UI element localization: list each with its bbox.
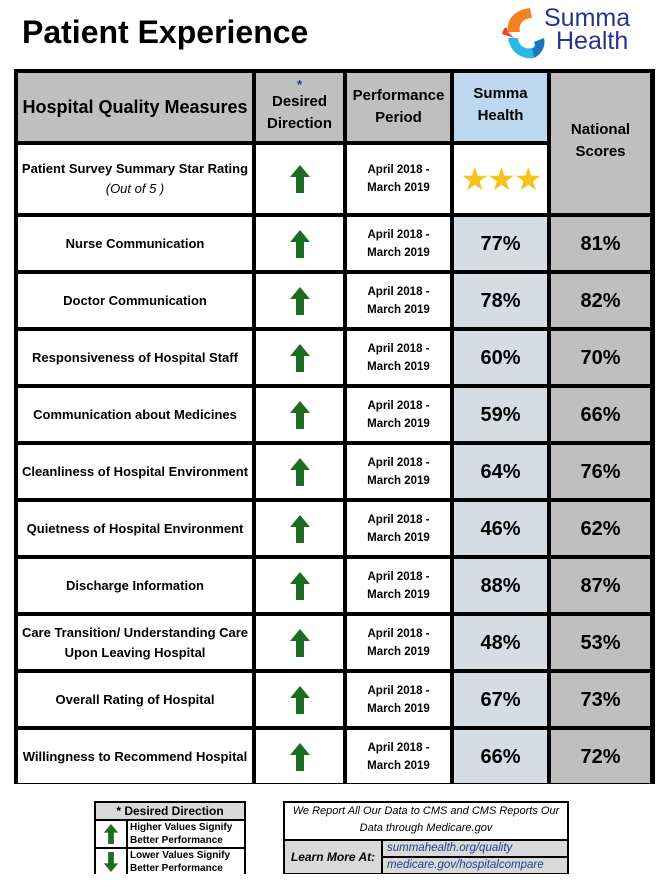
header-measures: Hospital Quality Measures: [18, 73, 252, 141]
period-end: March 2019: [367, 759, 430, 772]
star-rating: ★★★: [454, 145, 547, 213]
period: [347, 145, 450, 213]
header-national: National Scores: [551, 73, 650, 213]
summa-score: 77%: [454, 217, 547, 270]
measure-name: Willingness to Recommend Hospital: [18, 730, 252, 783]
period: [347, 673, 450, 726]
period-start: April 2018 -: [367, 228, 430, 241]
summa-score: 48%: [454, 616, 547, 669]
period-end: March 2019: [367, 246, 430, 259]
up-arrow-icon: [256, 559, 343, 612]
up-arrow-icon: [256, 217, 343, 270]
legend: [94, 801, 246, 874]
up-arrow-icon: [256, 145, 343, 213]
page-title: Patient Experience: [22, 14, 309, 50]
up-arrow-icon: [96, 821, 126, 847]
quality-table: [14, 69, 655, 784]
period: [347, 388, 450, 441]
logo-mark-icon: [500, 4, 548, 64]
measure-name: Cleanliness of Hospital Environment: [18, 445, 252, 498]
measure-name: Quietness of Hospital Environment: [18, 502, 252, 555]
logo-text-health: Health: [556, 27, 629, 55]
link-hospital-compare[interactable]: medicare.gov/hospitalcompare: [383, 858, 567, 873]
period: [347, 502, 450, 555]
measure-star-rating: [18, 145, 252, 213]
period-end: March 2019: [367, 531, 430, 544]
summa-score: 59%: [454, 388, 547, 441]
national-score: 82%: [551, 274, 650, 327]
measure-name: Overall Rating of Hospital: [18, 673, 252, 726]
period-start: April 2018 -: [367, 627, 430, 640]
period: [347, 217, 450, 270]
header-direction: [256, 73, 343, 141]
measure-name: Doctor Communication: [18, 274, 252, 327]
period-end: March 2019: [367, 702, 430, 715]
measure-name: Discharge Information: [18, 559, 252, 612]
header-summa: Summa Health: [454, 73, 547, 141]
period-end: March 2019: [367, 417, 430, 430]
period-end: March 2019: [367, 360, 430, 373]
period-start: April 2018 -: [367, 164, 430, 176]
period-start: April 2018 -: [367, 684, 430, 697]
summa-score: 67%: [454, 673, 547, 726]
measure-qualifier: (Out of 5 ): [105, 181, 165, 196]
national-score: 87%: [551, 559, 650, 612]
asterisk: *: [296, 77, 303, 92]
header-direction-label: Desired Direction: [266, 93, 332, 132]
summa-health-logo: [500, 4, 650, 64]
national-score: 53%: [551, 616, 650, 669]
summa-score: 66%: [454, 730, 547, 783]
period-end: March 2019: [367, 303, 430, 316]
summa-score: 88%: [454, 559, 547, 612]
summa-score: 46%: [454, 502, 547, 555]
header-period: Performance Period: [347, 73, 450, 141]
up-arrow-icon: [256, 730, 343, 783]
national-score: 76%: [551, 445, 650, 498]
legend-title: * Desired Direction: [96, 803, 244, 819]
info-box: [283, 801, 569, 874]
up-arrow-icon: [256, 445, 343, 498]
measure-name: Responsiveness of Hospital Staff: [18, 331, 252, 384]
national-score: 66%: [551, 388, 650, 441]
period: [347, 559, 450, 612]
period-start: April 2018 -: [367, 285, 430, 298]
period-start: April 2018 -: [367, 456, 430, 469]
up-arrow-icon: [256, 274, 343, 327]
period-end: March 2019: [367, 588, 430, 601]
period-end: March 2019: [367, 182, 430, 194]
period: [347, 331, 450, 384]
up-arrow-icon: [256, 331, 343, 384]
period-start: April 2018 -: [367, 570, 430, 583]
period-start: April 2018 -: [367, 513, 430, 526]
period-start: April 2018 -: [367, 741, 430, 754]
period-start: April 2018 -: [367, 399, 430, 412]
legend-lower: Lower Values Signify Better Performance: [128, 849, 244, 875]
period: [347, 730, 450, 783]
logo-text-summa: Summa: [544, 4, 631, 32]
up-arrow-icon: [256, 673, 343, 726]
up-arrow-icon: [256, 502, 343, 555]
link-summa-quality[interactable]: summahealth.org/quality: [383, 841, 567, 856]
period: [347, 445, 450, 498]
period-end: March 2019: [367, 474, 430, 487]
legend-higher: Higher Values Signify Better Performance: [128, 821, 244, 847]
up-arrow-icon: [256, 616, 343, 669]
up-arrow-icon: [256, 388, 343, 441]
summa-score: 60%: [454, 331, 547, 384]
learn-more-label: Learn More At:: [285, 841, 381, 873]
national-score: 72%: [551, 730, 650, 783]
measure-name: Care Transition/ Understanding Care Upon Leaving Hospital: [18, 616, 252, 669]
measure-label: Patient Survey Summary Star Rating: [21, 161, 249, 176]
national-score: 62%: [551, 502, 650, 555]
period-end: March 2019: [367, 645, 430, 658]
period: [347, 616, 450, 669]
national-score: 73%: [551, 673, 650, 726]
down-arrow-icon: [96, 849, 126, 875]
measure-name: Communication about Medicines: [18, 388, 252, 441]
national-score: 70%: [551, 331, 650, 384]
cms-statement: We Report All Our Data to CMS and CMS Reports Our Data through Medicare.gov: [285, 803, 567, 839]
period-start: April 2018 -: [367, 342, 430, 355]
period: [347, 274, 450, 327]
measure-name: Nurse Communication: [18, 217, 252, 270]
national-score: 81%: [551, 217, 650, 270]
summa-score: 64%: [454, 445, 547, 498]
summa-score: 78%: [454, 274, 547, 327]
